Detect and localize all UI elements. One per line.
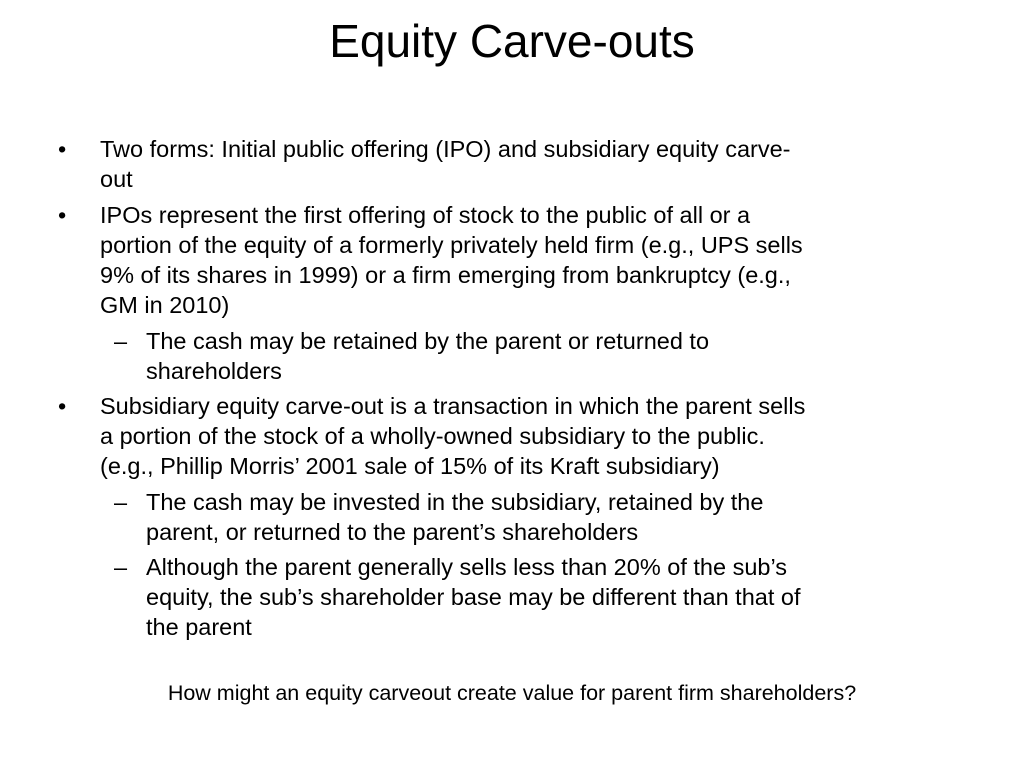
sub-bullet-text-line: Although the parent generally sells less than 20% of the sub’s: [146, 554, 788, 580]
bullet-text-line: Subsidiary equity carve-out is a transaction in which the parent sells: [100, 393, 806, 419]
bullet-text-line: (e.g., Phillip Morris’ 2001 sale of 15% of its Kraft subsidiary): [100, 453, 720, 479]
bullet-text-line: IPOs represent the first offering of stock to the public of all or a: [100, 202, 751, 228]
bullet-text-line: portion of the equity of a formerly privately held firm (e.g., UPS sells: [100, 232, 803, 258]
sub-bullet-item: [58, 326, 958, 386]
bullet-item: [58, 134, 958, 194]
sub-bullet-text-line: equity, the sub’s shareholder base may be different than that of: [146, 584, 801, 610]
discussion-question: How might an equity carveout create value for parent firm shareholders?: [167, 681, 857, 705]
slide-title: Equity Carve-outs: [329, 15, 695, 67]
bullet-item: [58, 200, 958, 320]
sub-bullet-text-line: The cash may be invested in the subsidiary, retained by the: [146, 489, 764, 515]
sub-bullet-item: [58, 552, 958, 642]
sub-bullet-marker: –: [114, 554, 128, 580]
bullet-text-line: Two forms: Initial public offering (IPO) and subsidiary equity carve-: [100, 136, 791, 162]
bullet-marker: •: [58, 136, 67, 162]
sub-bullet-text-line: parent, or returned to the parent’s shareholders: [146, 519, 639, 545]
bullet-marker: •: [58, 393, 67, 419]
sub-bullet-marker: –: [114, 328, 128, 354]
bullet-text-line: a portion of the stock of a wholly-owned subsidiary to the public.: [100, 423, 765, 449]
bullet-text-line: 9% of its shares in 1999) or a firm emerging from bankruptcy (e.g.,: [100, 262, 791, 288]
sub-bullet-text-line: The cash may be retained by the parent or returned to: [146, 328, 710, 354]
bullet-text-line: GM in 2010): [100, 292, 230, 318]
bullet-marker: •: [58, 202, 67, 228]
bullet-list: [58, 134, 958, 647]
bullet-text-line: out: [100, 166, 133, 192]
sub-bullet-text-line: shareholders: [146, 358, 282, 384]
sub-bullet-text-line: the parent: [146, 614, 252, 640]
bullet-item: [58, 391, 958, 481]
sub-bullet-marker: –: [114, 489, 128, 515]
sub-bullet-item: [58, 487, 958, 547]
